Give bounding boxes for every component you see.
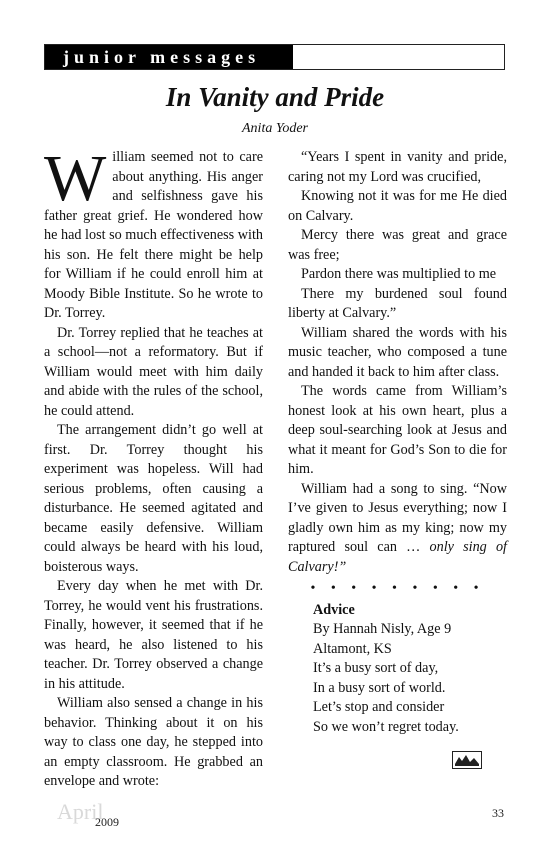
paragraph: William seemed not to care about anything. His anger and selfishness gave his father great grief. He wondered how he had lost so much effectiveness with his son. He felt there might be help for William if he could enroll him at Moody Bible Institute. So he wrote to Dr. Torrey.: [44, 142, 263, 321]
section-divider: • • • • • • • • •: [310, 581, 485, 596]
drop-cap: W: [44, 142, 107, 215]
paragraph: Dr. Torrey replied that he teaches at a school—not a reformatory. But if William would meet with him daily and abide with the rules of the school, he could attend.: [44, 324, 263, 419]
poem-line: Let’s stop and consider: [313, 699, 445, 715]
poem-line: So we won’t regret today.: [313, 718, 459, 735]
footer-month: April: [57, 799, 104, 824]
song-line: Mercy there was great and grace was free;: [288, 227, 507, 263]
footer-year: 2009: [95, 815, 119, 829]
song-line: Pardon there was multiplied to me: [301, 266, 497, 282]
section-header-bar: [44, 44, 505, 70]
left-column: [44, 142, 263, 792]
section-label: junior messages: [45, 45, 293, 69]
poem-byline: By Hannah Nisly, Age 9: [313, 621, 452, 637]
poem-line: In a busy sort of world.: [313, 679, 446, 696]
paragraph: The arrangement didn’t go well at first. Dr. Torrey thought his experiment was hopeless. Will had serious problems, often causing a disturbance. He seemed agitated and became easily defensive. William could always be heard with his loud, boisterous ways.: [44, 422, 263, 575]
paragraph: William also sensed a change in his behavior. Thinking about it on his way to class one day, he stepped into an empty classroom. He grabbed an envelope and wrote:: [44, 695, 263, 789]
page-number: 33: [492, 806, 504, 820]
paragraph: William shared the words with his music teacher, who composed a tune and handed it back to him after class.: [288, 324, 507, 380]
article-author: Anita Yoder: [242, 121, 308, 136]
paragraph: William had a song to sing. “Now I’ve given to Jesus everything; now I gladly own him as my king; now my raptured soul can … only sing of Calvary!”: [288, 480, 507, 575]
paragraph: The words came from William’s honest look at his own heart, plus a deep soul-searching look at Jesus and what it meant for God’s Son to die for him.: [288, 383, 507, 477]
song-line: Knowing not it was for me He died on Calvary.: [288, 188, 507, 224]
article-title: In Vanity and Pride: [165, 82, 385, 112]
poem-line: It’s a busy sort of day,: [313, 660, 439, 676]
end-mark-icon: [452, 751, 482, 769]
paragraph: Every day when he met with Dr. Torrey, he would vent his frustrations. Finally, however, it seemed that if he was heard, he also listened to his teacher. Dr. Torrey observed a change in his attitude.: [44, 578, 263, 692]
song-line: There my burdened soul found liberty at Calvary.”: [288, 285, 507, 321]
poem-location: Altamont, KS: [313, 640, 392, 657]
right-column: [288, 148, 507, 737]
poem-title: Advice: [313, 601, 355, 618]
song-line: “Years I spent in vanity and pride, caring not my Lord was crucified,: [288, 149, 507, 185]
